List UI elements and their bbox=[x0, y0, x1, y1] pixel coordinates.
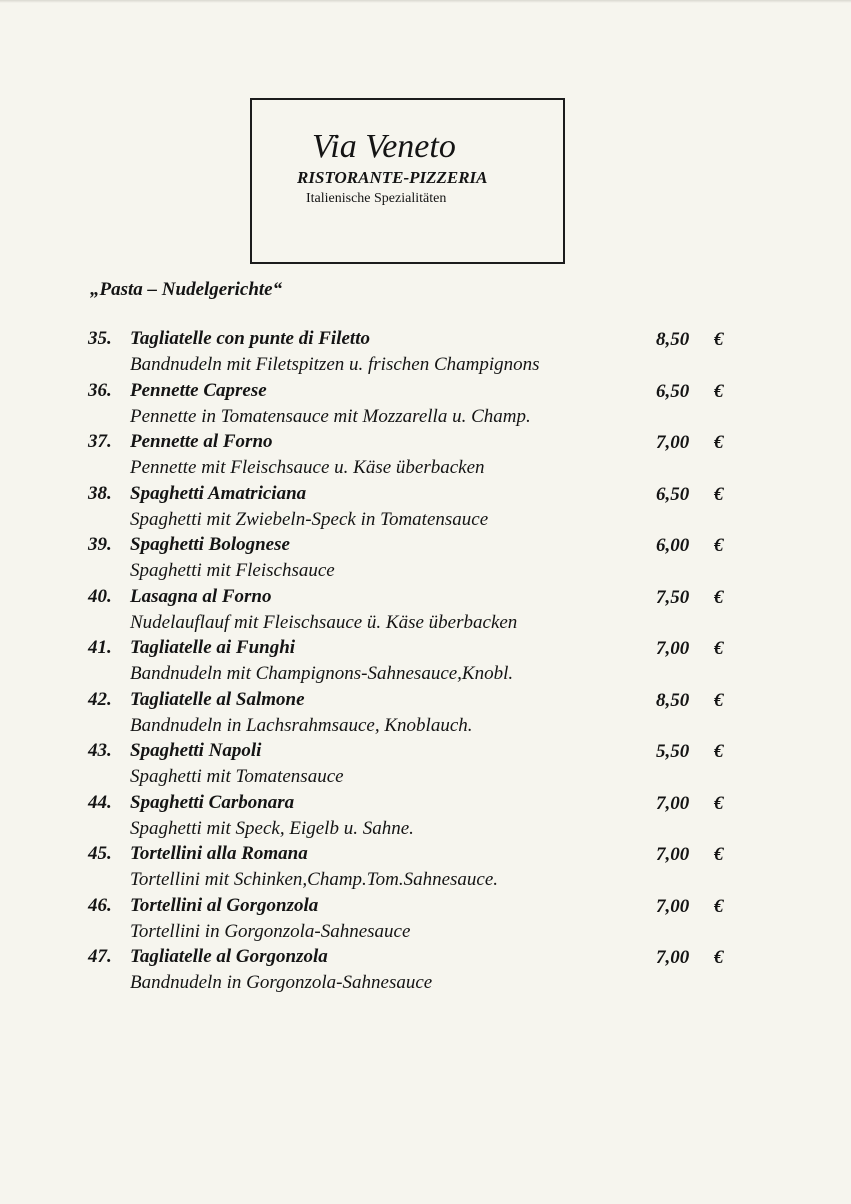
item-description: Spaghetti mit Fleischsauce bbox=[130, 560, 335, 581]
item-currency: € bbox=[714, 689, 724, 711]
item-name: Lasagna al Forno bbox=[130, 585, 272, 607]
item-price: 7,00 bbox=[656, 432, 690, 453]
restaurant-tagline: Italienische Spezialitäten bbox=[306, 191, 447, 206]
menu-item bbox=[88, 379, 738, 431]
item-number: 36. bbox=[88, 379, 112, 401]
item-description: Bandnudeln mit Filetspitzen u. frischen Champignons bbox=[130, 354, 540, 375]
item-number: 43. bbox=[88, 740, 112, 761]
item-price: 8,50 bbox=[656, 689, 690, 711]
menu-item bbox=[88, 430, 738, 482]
item-number: 39. bbox=[88, 534, 112, 555]
item-name: Spaghetti Carbonara bbox=[130, 791, 295, 813]
item-name: Spaghetti Amatriciana bbox=[130, 482, 307, 504]
item-description: Spaghetti mit Speck, Eigelb u. Sahne. bbox=[130, 817, 414, 839]
item-name: Pennette al Forno bbox=[130, 431, 273, 452]
item-currency: € bbox=[714, 329, 724, 350]
item-currency: € bbox=[714, 638, 724, 659]
item-number: 38. bbox=[88, 482, 112, 504]
item-number: 44. bbox=[88, 791, 112, 813]
item-currency: € bbox=[714, 792, 724, 814]
item-number: 37. bbox=[88, 431, 112, 452]
item-name: Tagliatelle ai Funghi bbox=[130, 637, 296, 658]
item-number: 46. bbox=[88, 894, 112, 916]
item-name: Tagliatelle al Salmone bbox=[130, 688, 305, 710]
item-price: 6,50 bbox=[656, 483, 690, 505]
restaurant-subtitle: RISTORANTE-PIZZERIA bbox=[297, 168, 488, 187]
restaurant-name: Via Veneto bbox=[312, 128, 456, 165]
item-currency: € bbox=[714, 535, 724, 556]
item-price: 7,00 bbox=[656, 947, 690, 968]
item-price: 6,00 bbox=[656, 535, 690, 556]
item-number: 45. bbox=[88, 843, 112, 864]
item-description: Tortellini mit Schinken,Champ.Tom.Sahnesauce. bbox=[130, 869, 499, 890]
item-name: Pennette Caprese bbox=[130, 379, 267, 401]
item-currency: € bbox=[714, 844, 724, 865]
menu-item bbox=[88, 533, 738, 585]
menu-item bbox=[88, 739, 738, 791]
item-description: Bandnudeln in Lachsrahmsauce, Knoblauch. bbox=[130, 714, 473, 736]
item-number: 47. bbox=[88, 946, 112, 967]
item-price: 7,50 bbox=[656, 586, 690, 608]
item-price: 7,00 bbox=[656, 895, 690, 917]
item-price: 6,50 bbox=[656, 380, 690, 402]
item-description: Pennette mit Fleischsauce u. Käse überbacken bbox=[130, 457, 485, 478]
item-description: Bandnudeln in Gorgonzola-Sahnesauce bbox=[130, 972, 433, 993]
item-currency: € bbox=[714, 586, 724, 608]
item-name: Tortellini al Gorgonzola bbox=[130, 894, 319, 916]
menu-item bbox=[88, 327, 738, 379]
item-name: Spaghetti Bolognese bbox=[130, 534, 290, 555]
item-currency: € bbox=[714, 895, 724, 917]
item-description: Nudelauflauf mit Fleischsauce ü. Käse überbacken bbox=[130, 611, 518, 633]
menu-item bbox=[88, 791, 738, 843]
item-number: 41. bbox=[88, 637, 112, 658]
item-name: Tagliatelle al Gorgonzola bbox=[130, 946, 328, 967]
item-price: 8,50 bbox=[656, 329, 690, 350]
item-number: 40. bbox=[88, 585, 112, 607]
menu-item bbox=[88, 688, 738, 740]
item-name: Spaghetti Napoli bbox=[130, 740, 262, 761]
item-number: 35. bbox=[88, 328, 112, 349]
item-number: 42. bbox=[88, 688, 112, 710]
page-edge bbox=[0, 0, 851, 3]
item-name: Tagliatelle con punte di Filetto bbox=[130, 328, 370, 349]
item-price: 7,00 bbox=[656, 792, 690, 814]
menu-item bbox=[88, 636, 738, 688]
item-currency: € bbox=[714, 380, 724, 402]
item-price: 5,50 bbox=[656, 741, 690, 762]
item-description: Spaghetti mit Tomatensauce bbox=[130, 766, 344, 787]
item-currency: € bbox=[714, 741, 724, 762]
menu-item bbox=[88, 945, 738, 997]
menu-item bbox=[88, 842, 738, 894]
item-description: Spaghetti mit Zwiebeln-Speck in Tomatensauce bbox=[130, 508, 489, 530]
item-description: Tortellini in Gorgonzola-Sahnesauce bbox=[130, 920, 411, 942]
section-title: „Pasta – Nudelgerichte“ bbox=[90, 279, 283, 300]
item-currency: € bbox=[714, 432, 724, 453]
item-currency: € bbox=[714, 947, 724, 968]
item-currency: € bbox=[714, 483, 724, 505]
menu-item bbox=[88, 585, 738, 637]
item-description: Bandnudeln mit Champignons-Sahnesauce,Knobl. bbox=[130, 663, 514, 684]
item-description: Pennette in Tomatensauce mit Mozzarella u. Champ. bbox=[130, 405, 531, 427]
menu-list bbox=[88, 327, 738, 997]
item-price: 7,00 bbox=[656, 638, 690, 659]
item-price: 7,00 bbox=[656, 844, 690, 865]
menu-item bbox=[88, 894, 738, 946]
menu-item bbox=[88, 482, 738, 534]
restaurant-header-box bbox=[250, 98, 565, 264]
item-name: Tortellini alla Romana bbox=[130, 843, 308, 864]
